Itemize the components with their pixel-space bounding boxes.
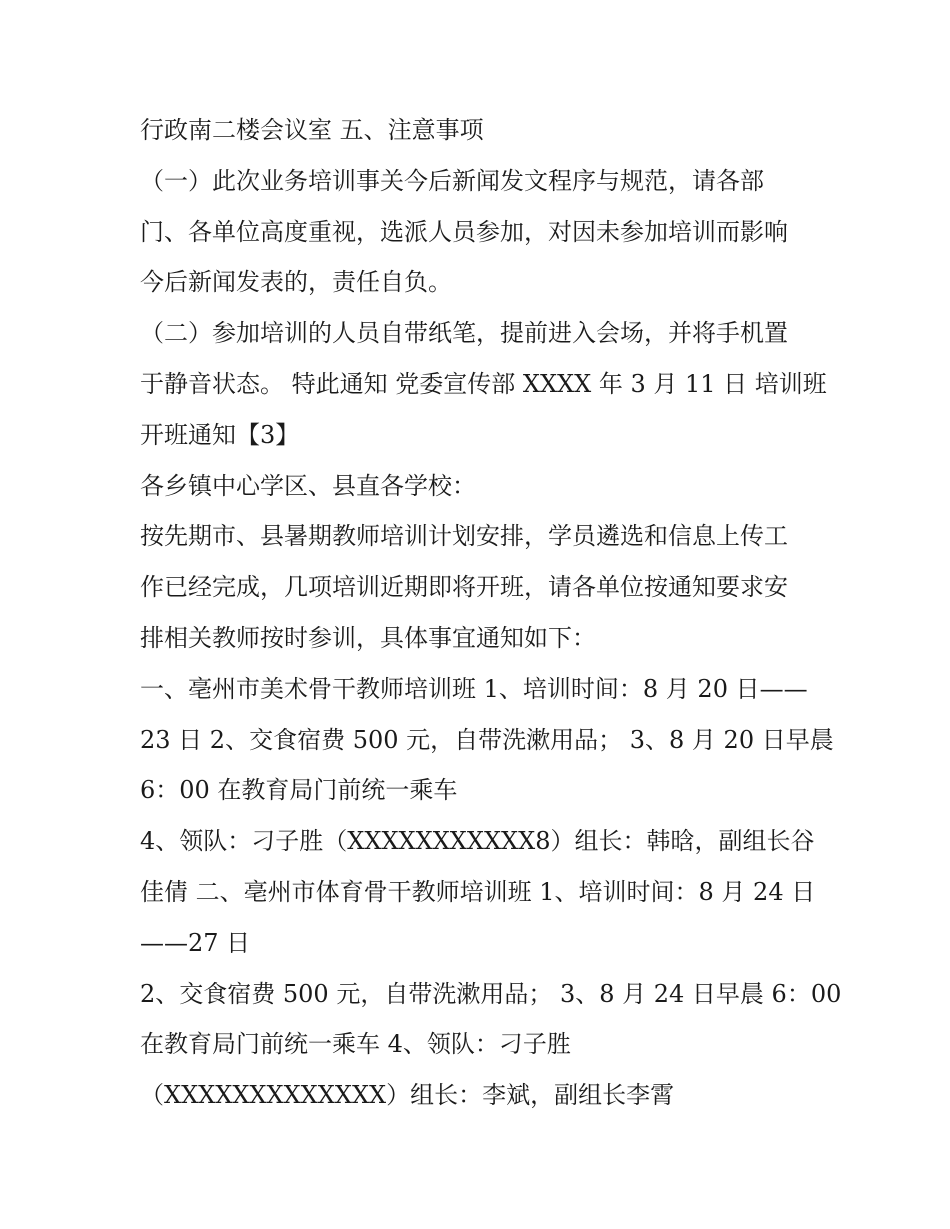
text-line: （一）此次业务培训事关今后新闻发文程序与规范，请各部 bbox=[140, 166, 764, 195]
text-line: 佳倩 二、亳州市体育骨干教师培训班 1、培训时间：8 月 24 日 bbox=[140, 877, 816, 906]
text-line: 门、各单位高度重视，选派人员参加，对因未参加培训而影响 bbox=[140, 217, 788, 246]
text-line: 作已经完成，几项培训近期即将开班，请各单位按通知要求安 bbox=[140, 573, 788, 602]
text-line: 排相关教师按时参训，具体事宜通知如下： bbox=[140, 623, 596, 652]
text-line: ——27 日 bbox=[140, 928, 251, 957]
text-line: 按先期市、县暑期教师培训计划安排，学员遴选和信息上传工 bbox=[140, 522, 788, 551]
text-line: 行政南二楼会议室 五、注意事项 bbox=[140, 116, 484, 144]
text-line: （XXXXXXXXXXXXX）组长：李斌，副组长李霄 bbox=[140, 1081, 675, 1110]
text-line: （二）参加培训的人员自带纸笔，提前进入会场，并将手机置 bbox=[140, 319, 788, 348]
text-line: 在教育局门前统一乘车 4、领队：刁子胜 bbox=[140, 1030, 571, 1059]
text-line: 一、亳州市美术骨干教师培训班 1、培训时间：8 月 20 日—— bbox=[140, 674, 808, 703]
text-line: 4、领队：刁子胜（XXXXXXXXXXX8）组长：韩晗，副组长谷 bbox=[140, 827, 815, 856]
text-line: 开班通知【3】 bbox=[140, 420, 300, 449]
document-body bbox=[140, 105, 842, 1121]
text-line: 23 日 2、交食宿费 500 元，自带洗漱用品； 3、8 月 20 日早晨 bbox=[140, 725, 834, 754]
text-line: 今后新闻发表的，责任自负。 bbox=[140, 268, 452, 297]
text-line: 于静音状态。 特此通知 党委宣传部 XXXX 年 3 月 11 日 培训班 bbox=[140, 369, 827, 398]
text-line: 各乡镇中心学区、县直各学校： bbox=[140, 471, 476, 500]
text-line: 6：00 在教育局门前统一乘车 bbox=[140, 776, 458, 805]
text-line: 2、交食宿费 500 元，自带洗漱用品； 3、8 月 24 日早晨 6：00 bbox=[140, 979, 842, 1008]
